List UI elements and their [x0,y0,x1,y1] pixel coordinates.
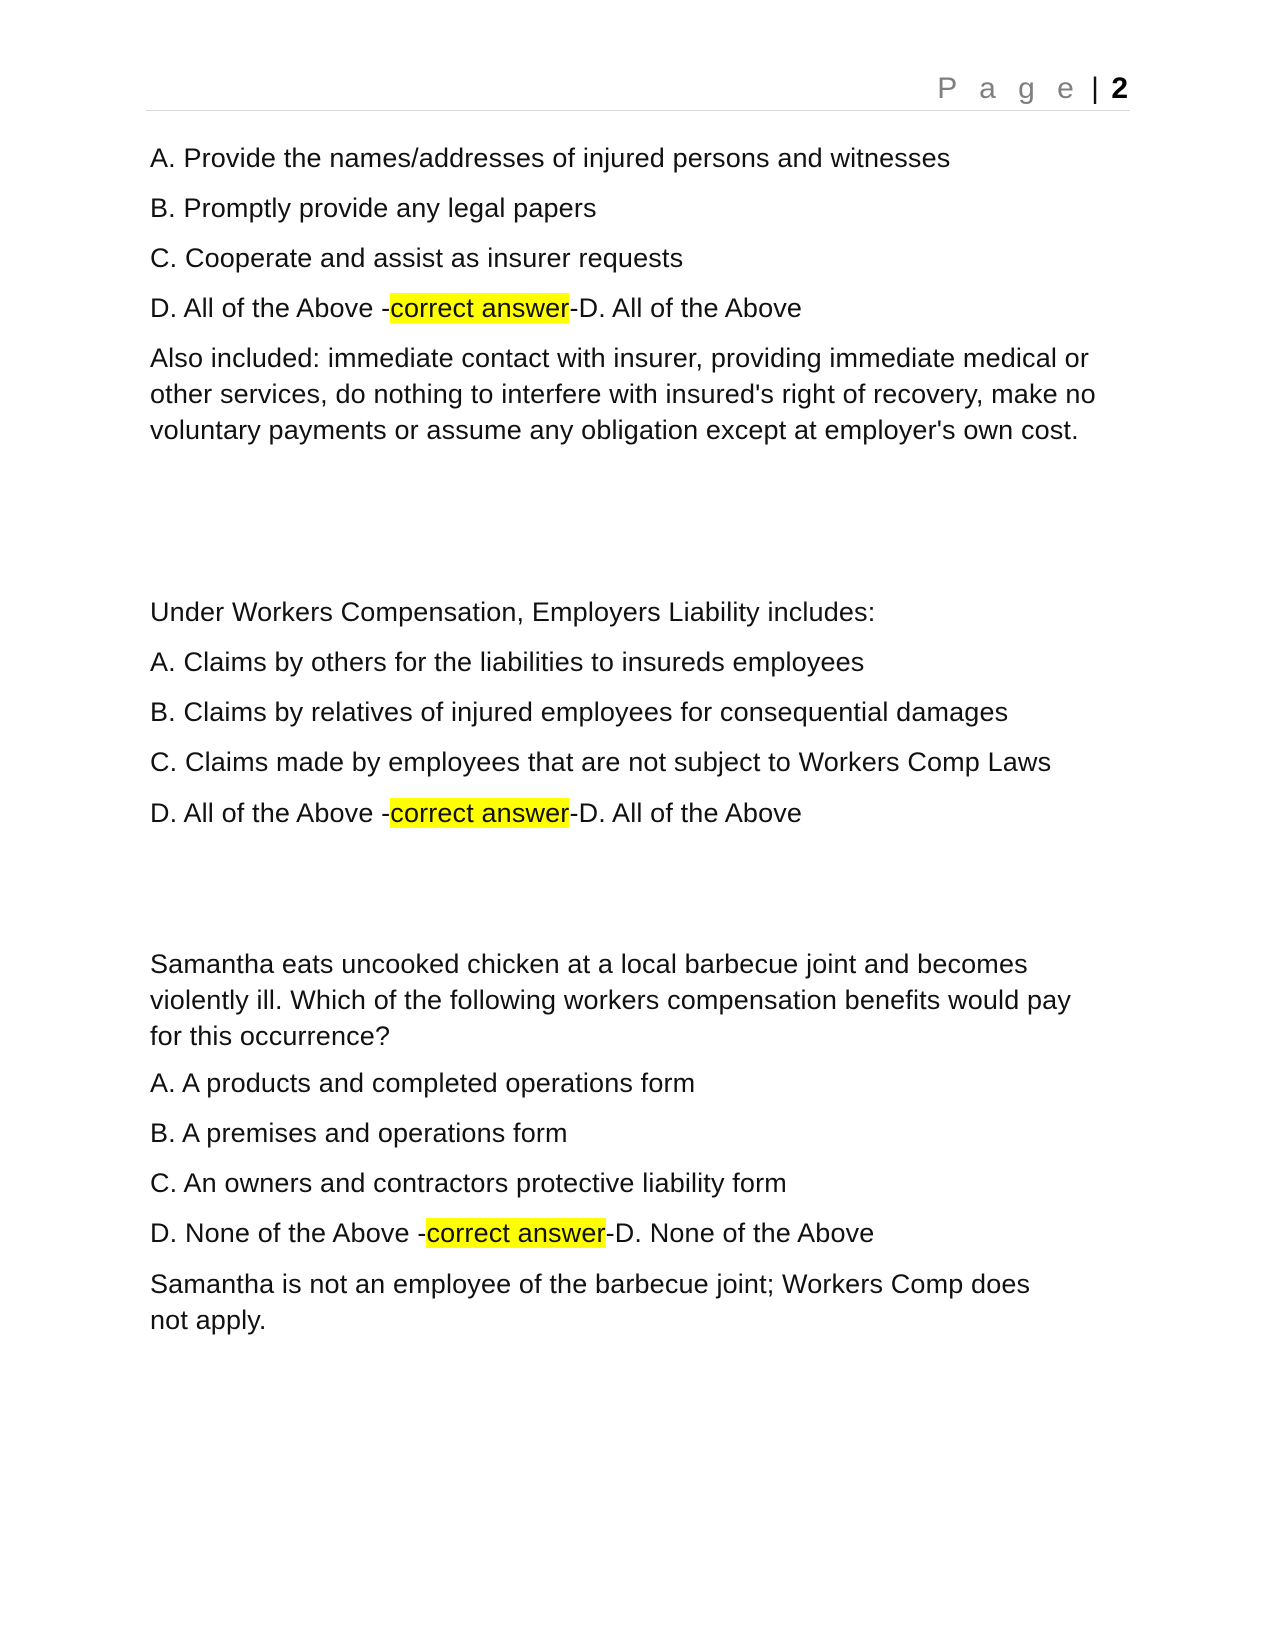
page-separator: | [1091,72,1099,105]
q1-explanation: Also included: immediate contact with insurer, providing immediate medical or other services, do nothing to interfere with insured's right of recovery, make no voluntary payments or assume any obligation except at employer's own cost. [150,343,1096,445]
q2-option-d [150,795,1130,831]
q1-option-b: B. Promptly provide any legal papers [150,193,597,223]
q3-correct-answer-highlight: correct answer [426,1218,606,1248]
q1-option-c: C. Cooperate and assist as insurer requests [150,243,684,273]
q1-option-d-suffix: -D. All of the Above [569,293,803,323]
q1-correct-answer-highlight: correct answer [390,293,570,323]
q3-option-b: B. A premises and operations form [150,1118,568,1148]
q2-option-b: B. Claims by relatives of injured employees for consequential damages [150,697,1009,727]
page-word: P a g e [937,72,1081,105]
q2-correct-answer-highlight: correct answer [390,798,570,828]
q2-question: Under Workers Compensation, Employers Liability includes: [150,597,876,627]
q3-question: Samantha eats uncooked chicken at a local barbecue joint and becomes violently ill. Which of the following workers compensation benefits would pay for this occurrence? [150,949,1071,1051]
q2-option-d-suffix: -D. All of the Above [569,798,803,828]
q2-option-c: C. Claims made by employees that are not subject to Workers Comp Laws [150,747,1052,777]
page-number: 2 [1111,72,1128,105]
q3-option-d-suffix: -D. None of the Above [605,1218,875,1248]
q1-option-d-prefix: D. All of the Above - [150,293,391,323]
q3-explanation: Samantha is not an employee of the barbecue joint; Workers Comp does not apply. [150,1269,1031,1335]
q2-option-d-prefix: D. All of the Above - [150,798,391,828]
q1-option-d [150,290,1130,326]
q3-option-c: C. An owners and contractors protective liability form [150,1168,787,1198]
q1-option-a: A. Provide the names/addresses of injured persons and witnesses [150,143,951,173]
q3-option-a: A. A products and completed operations form [150,1068,696,1098]
page-header [146,68,1130,111]
q2-option-a: A. Claims by others for the liabilities to insureds employees [150,647,865,677]
page-number-label [937,72,1128,106]
q3-option-d [150,1215,1130,1251]
q3-option-d-prefix: D. None of the Above - [150,1218,427,1248]
